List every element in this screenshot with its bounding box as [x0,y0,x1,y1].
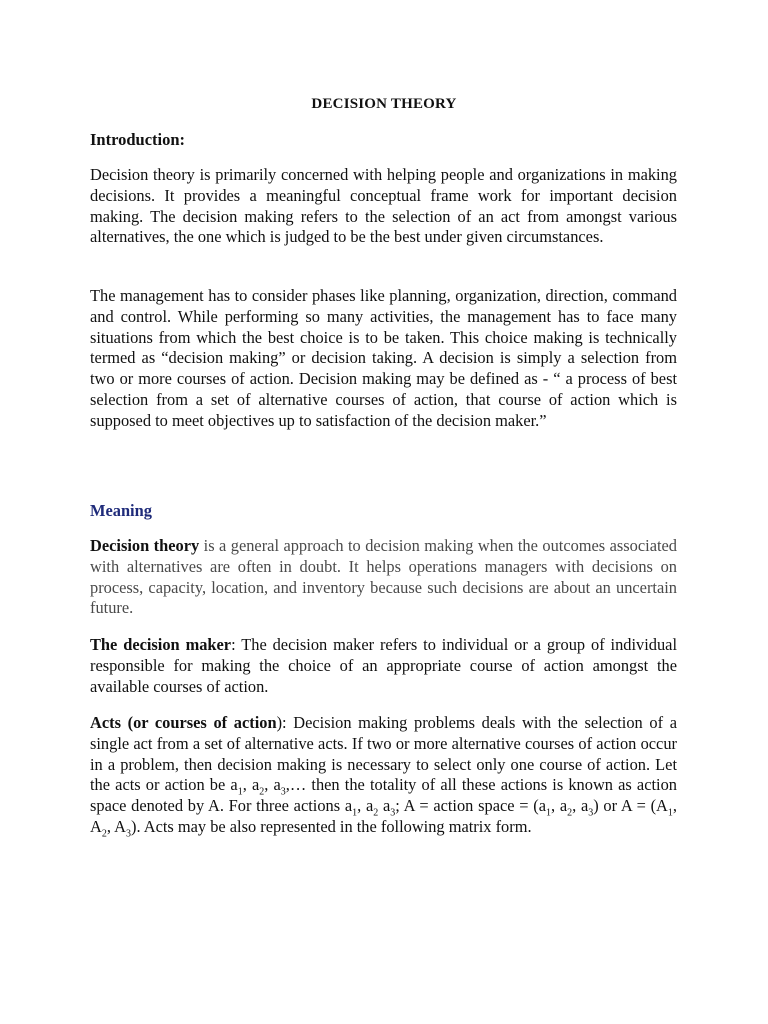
introduction-heading: Introduction: [90,130,186,149]
acts-text-11: , A [90,796,677,836]
acts-text-5: , a [357,796,374,816]
decision-maker-paragraph [90,635,677,697]
decision-theory-term: Decision theory [90,536,200,555]
acts-text-2: , a [242,775,260,795]
subscript: 1 [237,786,243,798]
acts-text-4: ,… then the totality of all these actions is known as action space denoted by A. For three actions a [90,775,677,816]
acts-paragraph [90,713,677,838]
subscript: 3 [280,786,286,798]
acts-text-6: a [378,796,391,816]
meaning-heading: Meaning [90,501,152,520]
subscript: 3 [125,828,131,840]
acts-term: Acts (or courses of action [90,713,277,732]
subscript: 2 [101,828,107,840]
subscript: 2 [259,786,265,798]
subscript: 2 [567,807,573,819]
acts-text-1: ): Decision making problems deals with the selection of a single act from a set of alternative acts. If two or more alternative courses of action occur in a problem, then decision making is necessary to select only one course of action. Let the acts or action be a [90,713,677,795]
decision-maker-term: The decision maker [90,635,232,654]
intro-paragraph-1: Decision theory is primarily concerned with helping people and organizations in making decisions. It provides a meaningful conceptual frame work for important decision making. The decision making refers to the selection of an act from amongst various alternatives, the one which is judged to be the best under given circumstances. [90,165,677,247]
acts-text-12: , A [106,816,126,836]
acts-text-13: ). Acts may be also represented in the following matrix form. [130,816,532,836]
subscript: 2 [373,807,379,819]
acts-text-9: , a [572,796,589,816]
acts-text-8: , a [550,796,568,816]
subscript: 3 [390,807,396,819]
subscript: 1 [545,807,551,819]
acts-text-3: , a [264,775,281,795]
decision-maker-text: : The decision maker refers to individual or a group of individual responsible for making the choice of an appropriate course of action amongst the available courses of action. [90,635,678,696]
subscript: 1 [352,807,358,819]
subscript: 1 [667,807,673,819]
intro-paragraph-2: The management has to consider phases like planning, organization, direction, command and control. While performing so many activities, the management has to face many situations from which the best choice is to be taken. This choice making is technically termed as “decision making” or decision taking. A decision is simply a selection from two or more courses of action. Decision making may be defined as - “ a process of best selection from a set of alternative courses of action, that course of action which is supposed to meet objectives up to satisfaction of the decision maker.” [90,286,677,430]
decision-theory-paragraph [90,536,677,619]
acts-text-7: ; A = action space = (a [395,796,546,816]
acts-text-10: ) or A = (A [593,796,668,816]
decision-theory-text: is a general approach to decision making when the outcomes associated with alternatives are often in doubt. It helps operations managers with decisions on process, capacity, location, and inventory because such decisions are about an uncertain future. [90,536,678,618]
page-title: DECISION THEORY [311,96,457,112]
subscript: 3 [588,807,594,819]
